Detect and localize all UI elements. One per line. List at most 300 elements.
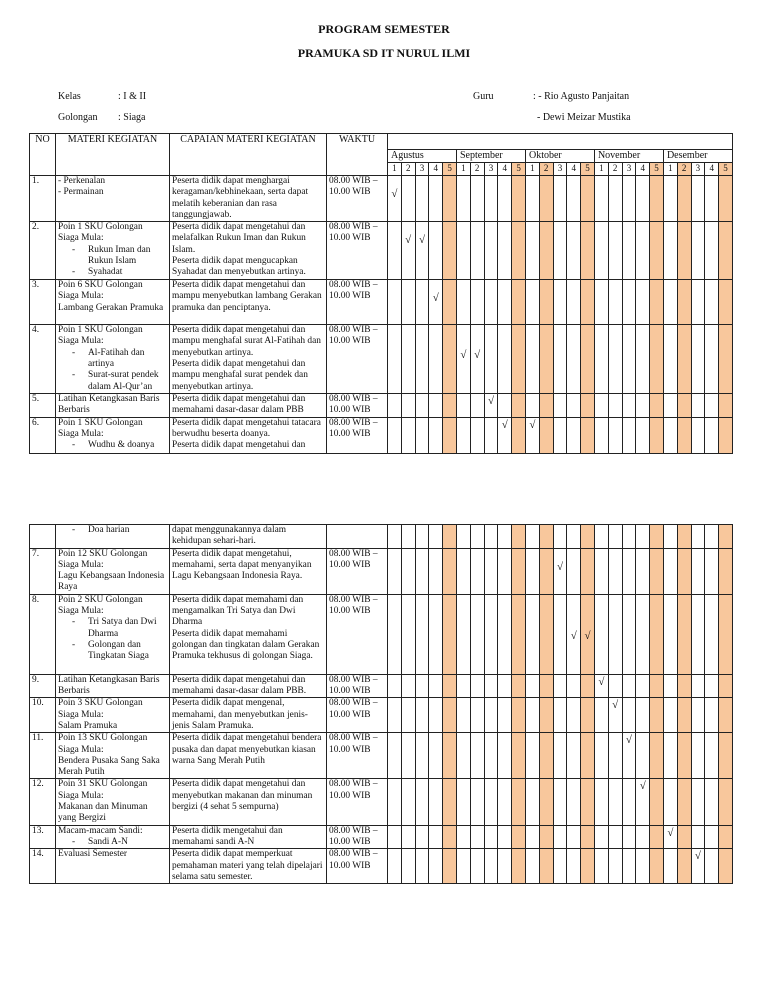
materi-line: Siaga Mula: xyxy=(58,559,104,570)
table-row xyxy=(30,698,733,733)
capaian-cell: Peserta didik dapat memperkuat pemahaman materi yang telah dipelajari selama satu semester. xyxy=(170,849,327,884)
week-cell xyxy=(705,594,719,674)
check-mark: √ xyxy=(625,734,632,747)
week-cell xyxy=(443,825,457,849)
week-cell xyxy=(705,325,719,394)
week-cell xyxy=(498,325,512,394)
week-cell xyxy=(443,594,457,674)
week-cell xyxy=(429,594,443,674)
week-cell xyxy=(677,779,691,825)
header-capaian: CAPAIAN MATERI KEGIATAN xyxy=(170,134,327,176)
row-number: 9. xyxy=(30,674,56,698)
week-cell xyxy=(512,548,526,594)
week-cell xyxy=(498,548,512,594)
week-cell xyxy=(388,825,402,849)
week-cell xyxy=(388,417,402,453)
week-cell xyxy=(581,325,595,394)
week-cell xyxy=(484,393,498,417)
week-cell xyxy=(498,698,512,733)
capaian-cell: Peserta didik dapat mengetahui dan mampu menyebutkan lambang Gerakan pramuka dan penciptanya. xyxy=(170,280,327,325)
week-cell xyxy=(456,393,470,417)
week-cell xyxy=(691,825,705,849)
week-cell xyxy=(622,548,636,594)
week-cell xyxy=(429,417,443,453)
week-cell xyxy=(498,674,512,698)
week-cell xyxy=(429,176,443,222)
week-cell xyxy=(622,698,636,733)
materi-line: Makanan dan Minuman yang Bergizi xyxy=(58,802,148,824)
week-cell xyxy=(691,548,705,594)
materi-line: Salam Pramuka xyxy=(58,720,118,731)
capaian-cell: Peserta didik dapat memahami dan mengamalkan Tri Satya dan Dwi Dharma Peserta didik dapat memahami golongan dan tingkatan dalam Gerakan Pramuka tekhusus di golongan Siaga. xyxy=(170,594,327,674)
week-cell xyxy=(705,849,719,884)
week-cell xyxy=(415,325,429,394)
week-cell xyxy=(650,825,664,849)
materi-line: Latihan Ketangkasan Baris Berbaris xyxy=(58,393,160,416)
week-cell xyxy=(650,548,664,594)
week-cell xyxy=(443,849,457,884)
week-cell xyxy=(622,393,636,417)
week-cell xyxy=(512,594,526,674)
week-cell xyxy=(719,779,733,825)
table-row xyxy=(30,325,733,394)
week-cell xyxy=(512,280,526,325)
row-number: 1. xyxy=(30,176,56,222)
week-cell xyxy=(677,674,691,698)
waktu-cell: 08.00 WIB – 10.00 WIB xyxy=(327,779,388,825)
week-cell xyxy=(608,393,622,417)
materi-line: Siaga Mula: xyxy=(58,790,104,801)
materi-list-item: - Sandi A-N xyxy=(58,837,167,848)
waktu-cell: 08.00 WIB – 10.00 WIB xyxy=(327,849,388,884)
week-cell xyxy=(415,825,429,849)
materi-cell xyxy=(56,674,170,698)
materi-line: Poin 1 SKU Golongan xyxy=(58,222,143,233)
week-cell xyxy=(553,525,567,549)
week-cell xyxy=(608,280,622,325)
week-cell xyxy=(512,849,526,884)
week-cell xyxy=(691,417,705,453)
week-cell xyxy=(650,325,664,394)
week-cell xyxy=(581,849,595,884)
week-number: 4 xyxy=(567,163,581,176)
week-cell xyxy=(705,825,719,849)
week-cell xyxy=(456,733,470,779)
week-cell xyxy=(719,393,733,417)
week-cell xyxy=(677,525,691,549)
week-cell xyxy=(470,417,484,453)
week-cell xyxy=(594,849,608,884)
week-cell xyxy=(415,222,429,280)
week-cell xyxy=(567,222,581,280)
week-cell xyxy=(636,698,650,733)
week-number: 3 xyxy=(415,163,429,176)
materi-cell xyxy=(56,325,170,394)
check-mark: √ xyxy=(612,699,619,712)
week-cell xyxy=(539,594,553,674)
week-cell xyxy=(705,417,719,453)
document-subtitle: PRAMUKA SD IT NURUL ILMI xyxy=(297,46,471,60)
week-cell xyxy=(443,176,457,222)
week-cell xyxy=(677,733,691,779)
week-cell xyxy=(456,417,470,453)
week-cell xyxy=(484,674,498,698)
week-number: 5 xyxy=(650,163,664,176)
week-number: 2 xyxy=(401,163,415,176)
week-cell xyxy=(512,733,526,779)
week-cell xyxy=(539,548,553,594)
week-cell xyxy=(622,849,636,884)
week-cell xyxy=(484,325,498,394)
capaian-cell: Peserta didik dapat mengetahui dan memahami dasar-dasar dalam PBB. xyxy=(170,674,327,698)
week-cell xyxy=(553,417,567,453)
week-cell xyxy=(484,176,498,222)
materi-list xyxy=(58,525,167,536)
week-cell xyxy=(581,176,595,222)
waktu-cell: 08.00 WIB – 10.00 WIB xyxy=(327,280,388,325)
week-cell xyxy=(567,849,581,884)
month-2: Oktober xyxy=(525,150,594,163)
week-number: 1 xyxy=(525,163,539,176)
week-cell xyxy=(553,825,567,849)
week-cell xyxy=(456,674,470,698)
guru-value-1: : - Rio Agusto Panjaitan xyxy=(533,91,630,102)
week-cell xyxy=(525,674,539,698)
week-cell xyxy=(581,525,595,549)
week-cell xyxy=(388,280,402,325)
check-mark: √ xyxy=(460,348,467,361)
week-cell xyxy=(388,733,402,779)
check-mark: √ xyxy=(598,675,605,688)
week-cell xyxy=(691,280,705,325)
check-mark: √ xyxy=(667,826,674,839)
week-cell xyxy=(443,698,457,733)
week-cell xyxy=(594,674,608,698)
table-row xyxy=(30,825,733,849)
week-cell xyxy=(470,325,484,394)
week-cell xyxy=(415,280,429,325)
materi-cell xyxy=(56,594,170,674)
week-cell xyxy=(539,417,553,453)
capaian-cell: Peserta didik dapat menghargai keragaman/kebhinekaan, serta dapat melatih keberanian dan rasa tanggungjawab. xyxy=(170,176,327,222)
materi-line: - Perkenalan xyxy=(58,176,106,186)
capaian-cell: Peserta didik dapat mengetahui, memahami, serta dapat menyanyikan Lagu Kebangsaan Indonesia Raya. xyxy=(170,548,327,594)
week-cell xyxy=(443,525,457,549)
week-cell xyxy=(636,325,650,394)
week-cell xyxy=(705,525,719,549)
week-number: 1 xyxy=(456,163,470,176)
week-cell xyxy=(470,280,484,325)
week-cell xyxy=(594,176,608,222)
week-cell xyxy=(470,222,484,280)
week-cell xyxy=(415,176,429,222)
week-cell xyxy=(401,280,415,325)
week-cell xyxy=(456,176,470,222)
week-cell xyxy=(677,280,691,325)
week-cell xyxy=(443,417,457,453)
week-cell xyxy=(415,698,429,733)
week-cell xyxy=(636,594,650,674)
week-cell xyxy=(553,548,567,594)
table-header-row xyxy=(30,134,733,150)
week-cell xyxy=(677,417,691,453)
row-number: 11. xyxy=(30,733,56,779)
week-cell xyxy=(456,825,470,849)
week-cell xyxy=(663,176,677,222)
row-number: 4. xyxy=(30,325,56,394)
week-cell xyxy=(539,525,553,549)
week-cell xyxy=(388,222,402,280)
week-cell xyxy=(705,698,719,733)
week-cell xyxy=(608,779,622,825)
materi-cell xyxy=(56,280,170,325)
week-cell xyxy=(719,849,733,884)
week-number: 1 xyxy=(388,163,402,176)
week-cell xyxy=(608,698,622,733)
week-cell xyxy=(484,222,498,280)
week-cell xyxy=(691,849,705,884)
week-cell xyxy=(594,779,608,825)
week-cell xyxy=(719,548,733,594)
week-cell xyxy=(622,176,636,222)
table-row xyxy=(30,176,733,222)
row-number: 14. xyxy=(30,849,56,884)
table-row xyxy=(30,548,733,594)
week-cell xyxy=(663,222,677,280)
materi-cell xyxy=(56,779,170,825)
week-cell xyxy=(388,525,402,549)
week-cell xyxy=(401,417,415,453)
week-cell xyxy=(539,393,553,417)
week-number: 3 xyxy=(622,163,636,176)
week-cell xyxy=(622,525,636,549)
materi-line: Poin 1 SKU Golongan xyxy=(58,325,143,336)
week-cell xyxy=(567,698,581,733)
week-cell xyxy=(594,393,608,417)
week-cell xyxy=(456,325,470,394)
week-cell xyxy=(663,280,677,325)
week-cell xyxy=(553,779,567,825)
week-cell xyxy=(429,674,443,698)
week-cell xyxy=(456,525,470,549)
week-cell xyxy=(719,825,733,849)
week-number: 2 xyxy=(608,163,622,176)
week-cell xyxy=(484,280,498,325)
week-cell xyxy=(401,393,415,417)
week-cell xyxy=(429,548,443,594)
week-cell xyxy=(691,779,705,825)
week-cell xyxy=(470,779,484,825)
materi-list-item: - Al-Fatihah dan artinya xyxy=(58,348,167,371)
week-cell xyxy=(484,594,498,674)
waktu-cell: 08.00 WIB – 10.00 WIB xyxy=(327,325,388,394)
row-number: 6. xyxy=(30,417,56,453)
week-cell xyxy=(705,674,719,698)
waktu-cell: 08.00 WIB – 10.00 WIB xyxy=(327,825,388,849)
week-cell xyxy=(594,594,608,674)
week-number: 5 xyxy=(443,163,457,176)
materi-list-item: - Syahadat xyxy=(58,267,167,278)
week-cell xyxy=(636,525,650,549)
week-cell xyxy=(594,222,608,280)
week-cell xyxy=(512,698,526,733)
week-cell xyxy=(388,849,402,884)
week-cell xyxy=(608,594,622,674)
week-cell xyxy=(650,733,664,779)
week-cell xyxy=(691,594,705,674)
week-cell xyxy=(663,674,677,698)
week-cell xyxy=(415,548,429,594)
materi-line: Poin 3 SKU Golongan xyxy=(58,698,143,709)
week-cell xyxy=(636,417,650,453)
week-cell xyxy=(415,733,429,779)
week-number: 4 xyxy=(636,163,650,176)
week-cell xyxy=(691,393,705,417)
week-cell xyxy=(525,825,539,849)
week-cell xyxy=(539,674,553,698)
week-cell xyxy=(525,325,539,394)
table-row xyxy=(30,393,733,417)
program-table-page-1 xyxy=(29,133,733,454)
guru-label: Guru xyxy=(473,91,494,102)
week-cell xyxy=(388,674,402,698)
week-number: 2 xyxy=(470,163,484,176)
week-cell xyxy=(456,779,470,825)
week-cell xyxy=(636,222,650,280)
week-cell xyxy=(636,548,650,594)
table-row xyxy=(30,525,733,549)
check-mark: √ xyxy=(694,850,701,863)
week-cell xyxy=(622,417,636,453)
header-materi: MATERI KEGIATAN xyxy=(56,134,170,176)
week-cell xyxy=(539,176,553,222)
week-cell xyxy=(553,733,567,779)
materi-list xyxy=(58,245,167,279)
week-cell xyxy=(650,849,664,884)
week-cell xyxy=(539,222,553,280)
week-number: 4 xyxy=(498,163,512,176)
week-cell xyxy=(719,594,733,674)
waktu-cell: 08.00 WIB – 10.00 WIB xyxy=(327,222,388,280)
week-cell xyxy=(429,393,443,417)
week-cell xyxy=(636,825,650,849)
week-cell xyxy=(456,849,470,884)
week-cell xyxy=(484,548,498,594)
week-cell xyxy=(553,280,567,325)
week-cell xyxy=(608,525,622,549)
week-cell xyxy=(705,222,719,280)
week-number: 1 xyxy=(594,163,608,176)
week-cell xyxy=(553,849,567,884)
table-row xyxy=(30,733,733,779)
week-cell xyxy=(443,674,457,698)
week-cell xyxy=(608,222,622,280)
materi-line: Lagu Kebangsaan Indonesia Raya xyxy=(58,571,165,593)
week-cell xyxy=(415,525,429,549)
week-cell xyxy=(388,393,402,417)
week-cell xyxy=(581,594,595,674)
kelas-value: : I & II xyxy=(118,91,147,102)
week-cell xyxy=(650,222,664,280)
materi-list-item: - Doa harian xyxy=(58,525,167,536)
week-cell xyxy=(388,698,402,733)
materi-line: Siaga Mula: xyxy=(58,428,104,439)
week-cell xyxy=(594,548,608,594)
materi-list xyxy=(58,837,167,848)
week-cell xyxy=(636,280,650,325)
week-cell xyxy=(691,733,705,779)
check-mark: √ xyxy=(501,418,508,431)
week-cell xyxy=(622,733,636,779)
week-cell xyxy=(401,779,415,825)
guru-value-2: - Dewi Meizar Mustika xyxy=(537,112,631,123)
week-number: 5 xyxy=(512,163,526,176)
week-cell xyxy=(498,779,512,825)
row-number: 5. xyxy=(30,393,56,417)
week-cell xyxy=(401,176,415,222)
week-cell xyxy=(663,525,677,549)
materi-cell xyxy=(56,733,170,779)
waktu-cell: 08.00 WIB – 10.00 WIB xyxy=(327,674,388,698)
week-cell xyxy=(608,325,622,394)
capaian-cell: Peserta didik dapat mengetahui tatacara berwudhu beserta doanya. Peserta didik dapat mengetahui dan xyxy=(170,417,327,453)
week-cell xyxy=(553,698,567,733)
week-cell xyxy=(594,417,608,453)
week-cell xyxy=(498,733,512,779)
week-cell xyxy=(429,825,443,849)
week-cell xyxy=(663,698,677,733)
week-cell xyxy=(470,176,484,222)
week-cell xyxy=(636,393,650,417)
header-no: NO xyxy=(30,134,56,176)
row-number: 12. xyxy=(30,779,56,825)
week-cell xyxy=(525,525,539,549)
week-cell xyxy=(622,825,636,849)
week-cell xyxy=(553,222,567,280)
week-cell xyxy=(663,417,677,453)
week-cell xyxy=(636,674,650,698)
week-cell xyxy=(636,779,650,825)
week-cell xyxy=(401,548,415,594)
materi-cell xyxy=(56,393,170,417)
week-cell xyxy=(498,825,512,849)
capaian-cell: Peserta didik dapat mengetahui bendera pusaka dan dapat menyebutkan kiasan warna Sang Merah Putih xyxy=(170,733,327,779)
week-cell xyxy=(539,825,553,849)
row-number: 8. xyxy=(30,594,56,674)
week-cell xyxy=(553,594,567,674)
week-cell xyxy=(401,525,415,549)
week-cell xyxy=(401,325,415,394)
materi-line: Poin 31 SKU Golongan xyxy=(58,779,148,790)
waktu-cell: 08.00 WIB – 10.00 WIB xyxy=(327,548,388,594)
week-cell xyxy=(484,779,498,825)
materi-cell xyxy=(56,176,170,222)
week-cell xyxy=(525,779,539,825)
week-cell xyxy=(401,594,415,674)
week-cell xyxy=(498,393,512,417)
week-cell xyxy=(608,733,622,779)
week-cell xyxy=(484,698,498,733)
week-cell xyxy=(650,698,664,733)
week-cell xyxy=(663,325,677,394)
week-cell xyxy=(443,548,457,594)
capaian-cell: Peserta didik dapat mengetahui dan mampu menghafal surat Al-Fatihah dan menyebutkan artinya. Peserta didik dapat mengetahui dan mampu menghafal surat pendek dan menyebutkan artinya. xyxy=(170,325,327,394)
week-cell xyxy=(567,674,581,698)
week-cell xyxy=(677,698,691,733)
month-0: Agustus xyxy=(388,150,457,163)
materi-line: Siaga Mula: xyxy=(58,233,104,244)
materi-line: - Permainan xyxy=(58,187,104,198)
